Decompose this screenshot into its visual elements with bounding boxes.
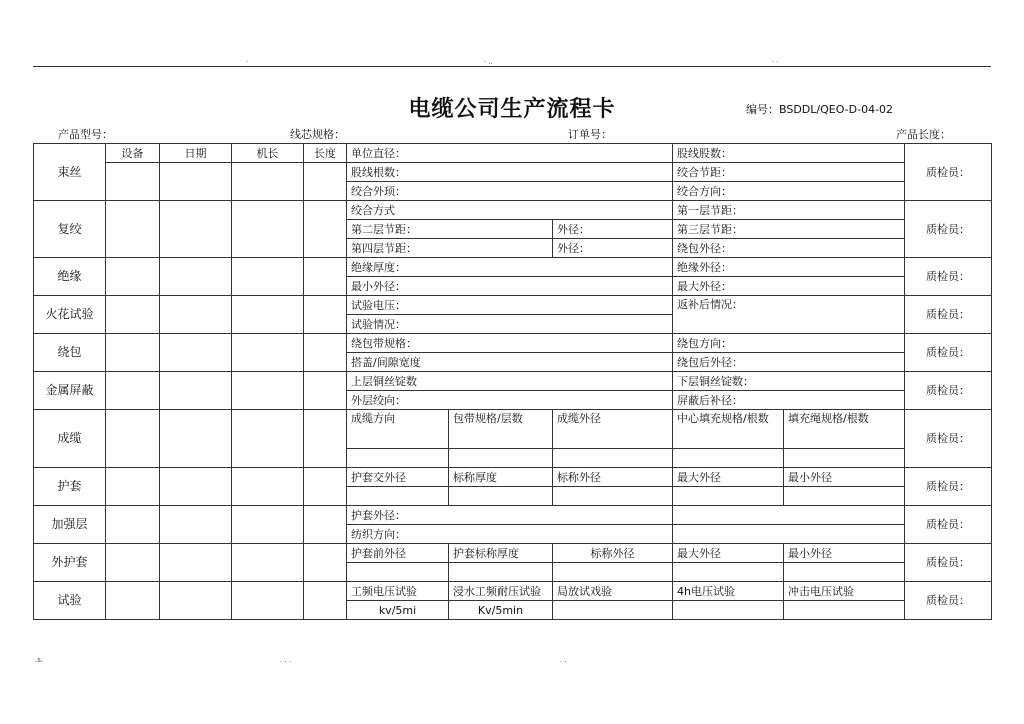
cell-equipment[interactable] <box>106 468 160 506</box>
cell-equipment[interactable] <box>106 506 160 544</box>
col-tape-spec-layers: 包带规格/层数 <box>449 410 553 449</box>
cell-equipment[interactable] <box>106 372 160 410</box>
cell-date[interactable] <box>160 372 232 410</box>
field-wrap-after-od[interactable]: 绕包后外径： <box>673 353 905 372</box>
section-insulation: 绝缘 <box>34 258 106 296</box>
cell-length[interactable] <box>304 468 347 506</box>
qc-inspector-cabling[interactable]: 质检员： <box>905 410 992 468</box>
cell-equipment[interactable] <box>106 258 160 296</box>
qc-inspector-sheath[interactable]: 质检员： <box>905 468 992 506</box>
cell-value[interactable] <box>784 601 905 620</box>
cell-equipment[interactable] <box>106 544 160 582</box>
cell-length[interactable] <box>304 372 347 410</box>
cell-date[interactable] <box>160 163 232 201</box>
cell-equipment[interactable] <box>106 334 160 372</box>
qc-inspector-outer-sheath[interactable]: 质检员： <box>905 544 992 582</box>
field-outer-lay-direction[interactable]: 外层绞向： <box>347 391 673 410</box>
section-test: 试验 <box>34 582 106 620</box>
field-reinforce-sheath-od[interactable]: 护套外径： <box>347 506 673 525</box>
field-max-od[interactable]: 最大外径： <box>673 277 905 296</box>
cell-date[interactable] <box>160 201 232 258</box>
cell-operator[interactable] <box>232 258 304 296</box>
cell-length[interactable] <box>304 410 347 468</box>
section-metal-shield: 金属屏蔽 <box>34 372 106 410</box>
cell-date[interactable] <box>160 410 232 468</box>
top-mark-2: · .. <box>484 58 493 66</box>
col-nominal-thickness: 标称厚度 <box>449 468 553 487</box>
meta-order-no: 订单号： <box>568 128 612 141</box>
col-impulse-test: 冲击电压试验 <box>784 582 905 601</box>
section-outer-sheath: 外护套 <box>34 544 106 582</box>
field-overlap-width[interactable]: 搭盖/间隙宽度 <box>347 353 673 372</box>
field-layer1-pitch[interactable]: 第一层节距： <box>673 201 905 220</box>
qc-inspector-insulation[interactable]: 质检员： <box>905 258 992 296</box>
field-test-status[interactable]: 试验情况： <box>347 315 673 334</box>
qc-inspector-reinforce[interactable]: 质检员： <box>905 506 992 544</box>
cell-length[interactable] <box>304 163 347 201</box>
field-insulation-thickness[interactable]: 绝缘厚度： <box>347 258 673 277</box>
cell-date[interactable] <box>160 544 232 582</box>
cell-date[interactable] <box>160 258 232 296</box>
bottom-mark-2: · · · <box>280 658 292 666</box>
qc-inspector-bundling[interactable]: 质检员： <box>905 144 992 201</box>
top-mark-3: · · <box>772 58 779 66</box>
cell-value[interactable] <box>784 563 905 582</box>
top-mark-1: · <box>246 58 249 66</box>
field-lay-outer[interactable]: 绞合外顼： <box>347 182 673 201</box>
cell-value[interactable] <box>673 449 784 468</box>
col-pre-sheath-od: 护套前外径 <box>347 544 449 563</box>
cell-equipment[interactable] <box>106 201 160 258</box>
field-wrap-od[interactable]: 绕包外径： <box>673 239 905 258</box>
cell-date[interactable] <box>160 296 232 334</box>
cell-value[interactable] <box>449 449 553 468</box>
cell-value[interactable] <box>449 487 553 506</box>
cell-value[interactable] <box>673 487 784 506</box>
field-strand-roots[interactable]: 股线根数： <box>347 163 673 182</box>
cell-value[interactable] <box>673 601 784 620</box>
cell-equipment[interactable] <box>106 582 160 620</box>
col-max-od: 最大外径 <box>673 468 784 487</box>
page-title: 电缆公司生产流程卡 <box>408 97 616 122</box>
header-date: 日期 <box>160 144 232 163</box>
section-cabling: 成缆 <box>34 410 106 468</box>
field-weave-direction[interactable]: 纺织方向： <box>347 525 673 544</box>
section-reinforcement: 加强层 <box>34 506 106 544</box>
cell-operator[interactable] <box>232 334 304 372</box>
qc-inspector-wrapping[interactable]: 质检员： <box>905 334 992 372</box>
cell-value[interactable] <box>673 525 905 544</box>
section-spark-test: 火花试验 <box>34 296 106 334</box>
header-length: 长度 <box>304 144 347 163</box>
col-immersion-test: 浸水工频耐压试验 <box>449 582 553 601</box>
cell-operator[interactable] <box>232 506 304 544</box>
col-4h-voltage-test: 4h电压试验 <box>673 582 784 601</box>
cell-date[interactable] <box>160 468 232 506</box>
cell-length[interactable] <box>304 544 347 582</box>
col-filler-rope: 填充绳规格/根数 <box>784 410 905 449</box>
cell-equipment[interactable] <box>106 163 160 201</box>
col-center-filler: 中心填充规格/根数 <box>673 410 784 449</box>
col-partial-discharge-test: 局放试戏验 <box>553 582 673 601</box>
cell-length[interactable] <box>304 201 347 258</box>
bottom-mark-3: · · <box>560 658 567 666</box>
col-sheath-nominal-thickness: 护套标称厚度 <box>449 544 553 563</box>
field-layer4-pitch[interactable]: 第四层节距： <box>347 239 553 258</box>
col-cabling-direction: 成缆方向 <box>347 410 449 449</box>
cell-equipment[interactable] <box>106 410 160 468</box>
field-insulation-od[interactable]: 绝缘外径： <box>673 258 905 277</box>
cell-value[interactable] <box>784 487 905 506</box>
meta-product-model: 产品型号： <box>58 128 113 141</box>
field-unit-diameter[interactable]: 单位直径： <box>347 144 673 163</box>
cell-date[interactable] <box>160 582 232 620</box>
cell-equipment[interactable] <box>106 296 160 334</box>
field-lay-pitch[interactable]: 绞合节距： <box>673 163 905 182</box>
field-layer3-pitch[interactable]: 第三层节距： <box>673 220 905 239</box>
section-wrapping: 绕包 <box>34 334 106 372</box>
cell-value[interactable] <box>553 487 673 506</box>
cell-operator[interactable] <box>232 410 304 468</box>
field-strand-count[interactable]: 股线股数： <box>673 144 905 163</box>
cell-value[interactable] <box>347 563 449 582</box>
col-min-od: 最小外径 <box>784 468 905 487</box>
cell-operator[interactable] <box>232 468 304 506</box>
cell-operator[interactable] <box>232 201 304 258</box>
qc-inspector-compound[interactable]: 质检员： <box>905 201 992 258</box>
cell-value[interactable] <box>347 449 449 468</box>
document-code: 编号：BSDDL/QEO-D-04-02 <box>746 103 894 116</box>
cell-value[interactable] <box>449 563 553 582</box>
section-sheath: 护套 <box>34 468 106 506</box>
field-wrap-direction[interactable]: 绕包方向： <box>673 334 905 353</box>
field-layer2-od[interactable]: 外径： <box>553 220 673 239</box>
cell-operator[interactable] <box>232 544 304 582</box>
section-bundling: 束丝 <box>34 144 106 201</box>
section-compound: 复绞 <box>34 201 106 258</box>
qc-inspector-test[interactable]: 质检员： <box>905 582 992 620</box>
cell-operator[interactable] <box>232 372 304 410</box>
cell-operator[interactable] <box>232 296 304 334</box>
field-lay-method[interactable]: 绞合方式 <box>347 201 673 220</box>
unit-power-freq[interactable]: kv/5mi <box>347 601 449 620</box>
cell-length[interactable] <box>304 258 347 296</box>
cell-value[interactable] <box>553 601 673 620</box>
cell-date[interactable] <box>160 334 232 372</box>
col-cabling-od: 成缆外径 <box>553 410 673 449</box>
field-upper-spindles[interactable]: 上层铜丝锭数 <box>347 372 673 391</box>
field-tape-spec[interactable]: 绕包带规格： <box>347 334 673 353</box>
cell-value[interactable] <box>673 506 905 525</box>
field-min-od[interactable]: 最小外径： <box>347 277 673 296</box>
field-lower-spindles[interactable]: 下层铜丝锭数： <box>673 372 905 391</box>
meta-core-spec: 线芯规格： <box>290 128 345 141</box>
bottom-mark-1: .s. <box>35 656 44 664</box>
col-max-od: 最大外径 <box>673 544 784 563</box>
field-after-repair[interactable]: 返补后情况： <box>673 296 905 334</box>
field-layer2-pitch[interactable]: 第二层节距： <box>347 220 553 239</box>
cell-value[interactable] <box>347 487 449 506</box>
meta-product-length: 产品长度： <box>896 128 951 141</box>
col-sheath-od: 护套交外径 <box>347 468 449 487</box>
cell-value[interactable] <box>553 563 673 582</box>
header-operator: 机长 <box>232 144 304 163</box>
process-card-table <box>33 143 992 620</box>
cell-length[interactable] <box>304 334 347 372</box>
field-shield-after-od[interactable]: 屏蔽后补径： <box>673 391 905 410</box>
qc-inspector-shield[interactable]: 质检员： <box>905 372 992 410</box>
header-equipment: 设备 <box>106 144 160 163</box>
cell-value[interactable] <box>784 449 905 468</box>
qc-inspector-spark[interactable]: 质检员： <box>905 296 992 334</box>
cell-length[interactable] <box>304 582 347 620</box>
col-min-od: 最小外径 <box>784 544 905 563</box>
field-test-voltage[interactable]: 试验电压： <box>347 296 673 315</box>
field-layer4-od[interactable]: 外径： <box>553 239 673 258</box>
cell-value[interactable] <box>673 563 784 582</box>
unit-immersion[interactable]: Kv/5min <box>449 601 553 620</box>
col-nominal-od: 标称外径 <box>553 468 673 487</box>
header-rule <box>33 66 991 67</box>
cell-operator[interactable] <box>232 163 304 201</box>
col-power-freq-test: 工频电压试验 <box>347 582 449 601</box>
cell-date[interactable] <box>160 506 232 544</box>
cell-value[interactable] <box>553 449 673 468</box>
cell-operator[interactable] <box>232 582 304 620</box>
cell-length[interactable] <box>304 506 347 544</box>
field-lay-direction[interactable]: 绞合方向： <box>673 182 905 201</box>
col-nominal-od: 标称外径 <box>553 544 673 563</box>
cell-length[interactable] <box>304 296 347 334</box>
